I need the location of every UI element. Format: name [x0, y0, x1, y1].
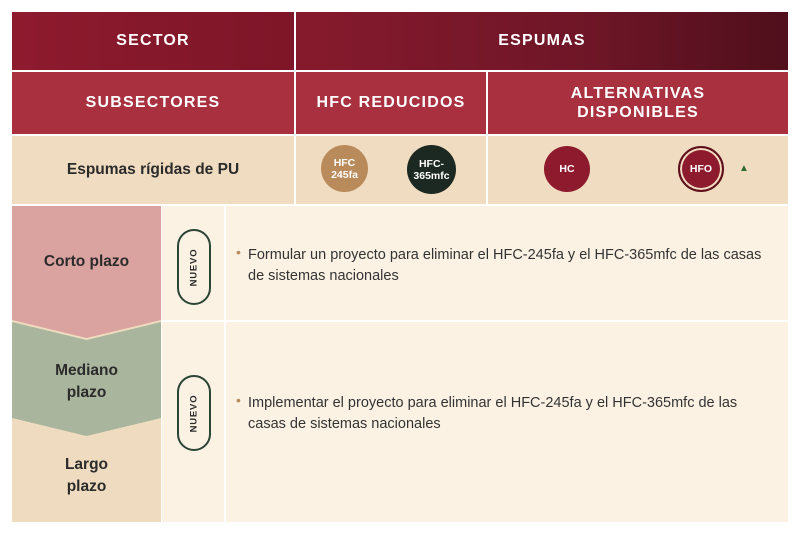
corto-plazo-label: Corto plazo [43, 253, 130, 270]
bullet-icon: • [236, 244, 241, 260]
largo-line1: Largo [64, 456, 109, 473]
hfc-reducidos-header: HFC REDUCIDOS [296, 72, 486, 134]
subsectores-header: SUBSECTORES [12, 72, 294, 134]
bullet-icon: • [236, 392, 241, 408]
espumas-header: ESPUMAS [296, 12, 788, 70]
triangle-up-icon: ▲ [739, 163, 749, 174]
hfc-365mfc-line1: HFC- [418, 157, 445, 170]
mediano-plazo-label [12, 350, 161, 414]
subsector-espumas-pu: Espumas rígidas de PU [12, 136, 294, 204]
nuevo-badge-label: NUEVO [188, 394, 200, 432]
action-text-mediano-largo: Implementar el proyecto para eliminar el HFC-245fa y el HFC-365mfc de las casas de sistemas nacionales [248, 395, 738, 432]
action-text-corto: Formular un proyecto para eliminar el HFC-245fa y el HFC-365mfc de las casas de sistemas nacionales [248, 247, 762, 284]
alternativas-line2: DISPONIBLES [577, 104, 699, 121]
mediano-line2: plazo [66, 384, 107, 401]
hc-badge: HC [544, 146, 590, 192]
sector-header: SECTOR [12, 12, 294, 70]
hfc-245fa-line2: 245fa [331, 168, 358, 181]
nuevo-badge-label: NUEVO [188, 248, 200, 286]
hfc-245fa-line1: HFC [333, 156, 356, 169]
hfo-badge: HFO [678, 146, 724, 192]
nuevo-badge [177, 229, 211, 305]
hfc-365mfc-line2: 365mfc [413, 169, 450, 182]
mediano-line1: Mediano [55, 362, 118, 379]
hfc-245fa-badge [321, 145, 368, 192]
largo-plazo-label [12, 444, 161, 508]
nuevo-badge [177, 375, 211, 451]
largo-line2: plazo [66, 478, 107, 495]
alternativas-header [488, 72, 788, 134]
alternativas-line1: ALTERNATIVAS [570, 85, 706, 102]
hfc-365mfc-badge [407, 145, 456, 194]
